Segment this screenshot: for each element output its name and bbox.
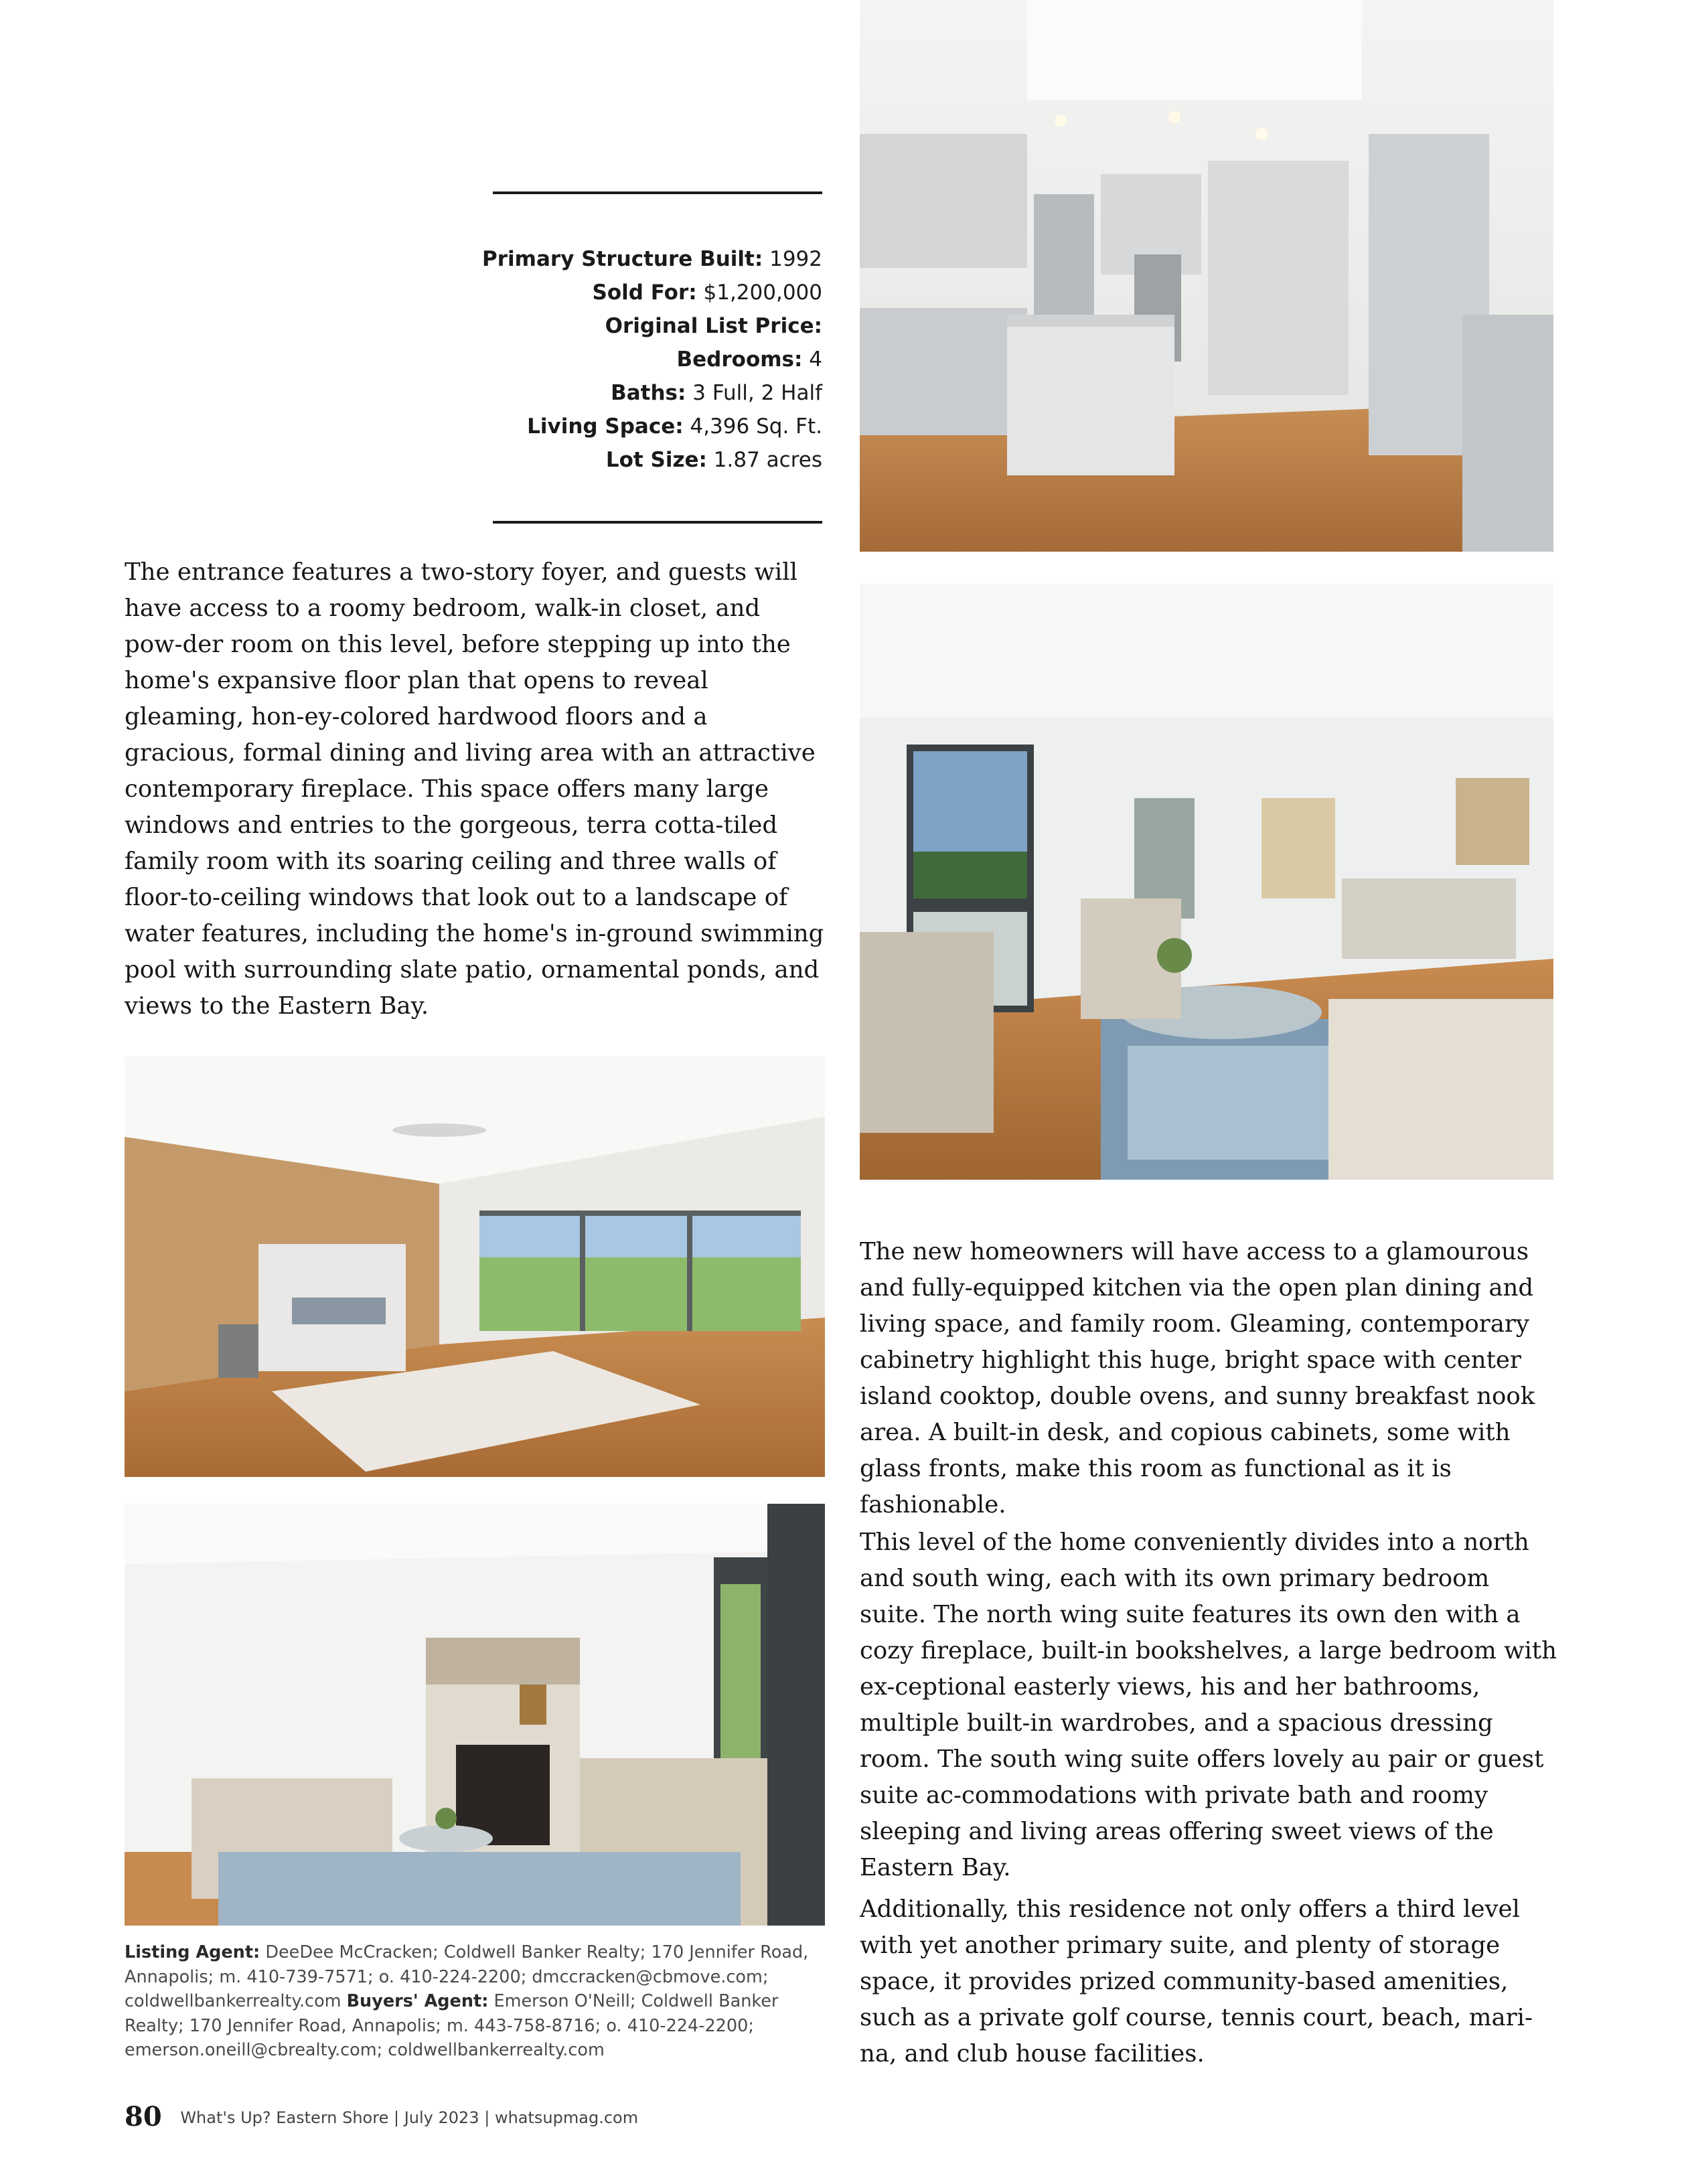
spec-bedrooms: Bedrooms: 4	[676, 347, 822, 372]
living-room-photo	[860, 584, 1553, 1180]
listing-agent-text: DeeDee McCracken; Coldwell Banker Realty; 170 Jennifer Road, Annapolis; m. 410-739-7571; o. 410-224-2200; dmccracken@cbmove.com; coldwellbankerrealty.com	[125, 1942, 809, 2011]
kitchen-paragraph: The new homeowners will have access to a glamourous and fully-equipped kitchen via the open plan dining and living space, and family room. Gleaming, contemporary cabinetry highlight this huge, bright space with center island cooktop, double ovens, and sunny breakfast nook area. A built-in desk, and copious cabinets, some with glass fronts, make this room as functional as it is fashionable.	[860, 1238, 1535, 1518]
entrance-paragraph: The entrance features a two-story foyer, and guests will have access to a roomy bedroom, walk-in closet, and pow-der room on this level, before stepping up into the home's expansive floor plan that opens to reveal gleaming, hon-ey-colored hardwood floors and a gracious, formal dining and living area with an attractive contemporary fireplace. This space offers many large windows and entries to the gorgeous, terra cotta-tiled family room with its soaring ceiling and three walls of floor-to-ceiling windows that look out to a landscape of water features, including the home's in-ground swimming pool with surrounding slate patio, ornamental ponds, and views to the Eastern Bay.	[125, 558, 824, 1020]
page-footer	[125, 2101, 638, 2132]
bedroom-photo	[125, 1057, 825, 1477]
listing-agent-label: Listing Agent:	[125, 1942, 260, 1962]
spec-sold: Sold For: $1,200,000	[592, 281, 822, 305]
wings-paragraph: This level of the home conveniently divides into a north and south wing, each with its own primary bedroom suite. The north wing suite features its own den with a cozy fireplace, built-in bookshelves, a large bedroom with ex-ceptional easterly views, his and her bathrooms, multiple built-in wardrobes, and a spacious dressing room. The south wing suite offers lovely au pair or guest suite ac-commodations with private bath and roomy sleeping and living areas offering sweet views of the Eastern Bay.	[860, 1529, 1557, 1881]
spec-living-space: Living Space: 4,396 Sq. Ft.	[527, 414, 822, 439]
issue-date: July 2023	[404, 2108, 479, 2127]
buyers-agent-label: Buyers' Agent:	[346, 1991, 489, 2011]
page-number: 80	[125, 2101, 162, 2132]
bottom-rule	[493, 521, 822, 524]
kitchen-photo	[860, 0, 1553, 552]
footer-separator: |	[393, 2108, 400, 2127]
footer-separator: |	[484, 2108, 490, 2127]
spec-lot-size: Lot Size: 1.87 acres	[605, 448, 822, 472]
agent-info	[125, 1940, 825, 2063]
family-room-photo	[125, 1504, 825, 1926]
top-rule	[493, 191, 822, 194]
property-specs	[429, 242, 822, 477]
website: whatsupmag.com	[494, 2108, 639, 2127]
additionally-paragraph: Additionally, this residence not only offers a third level with yet another primary suite, and plenty of storage space, it provides prized community-based amenities, such as a private golf course, tennis court, beach, mari-na, and club house facilities.	[860, 1895, 1533, 2068]
spec-list-price: Original List Price:	[605, 314, 822, 338]
publication-name: What's Up? Eastern Shore	[180, 2108, 389, 2127]
spec-baths: Baths: 3 Full, 2 Half	[611, 381, 822, 405]
buyers-agent-text: Emerson O'Neill; Coldwell Banker Realty; 170 Jennifer Road, Annapolis; m. 443-758-8716; o. 410-224-2200; emerson.oneill@cbrealty.com; coldwellbankerrealty.com	[125, 1991, 779, 2060]
spec-built: Primary Structure Built: 1992	[482, 247, 822, 271]
